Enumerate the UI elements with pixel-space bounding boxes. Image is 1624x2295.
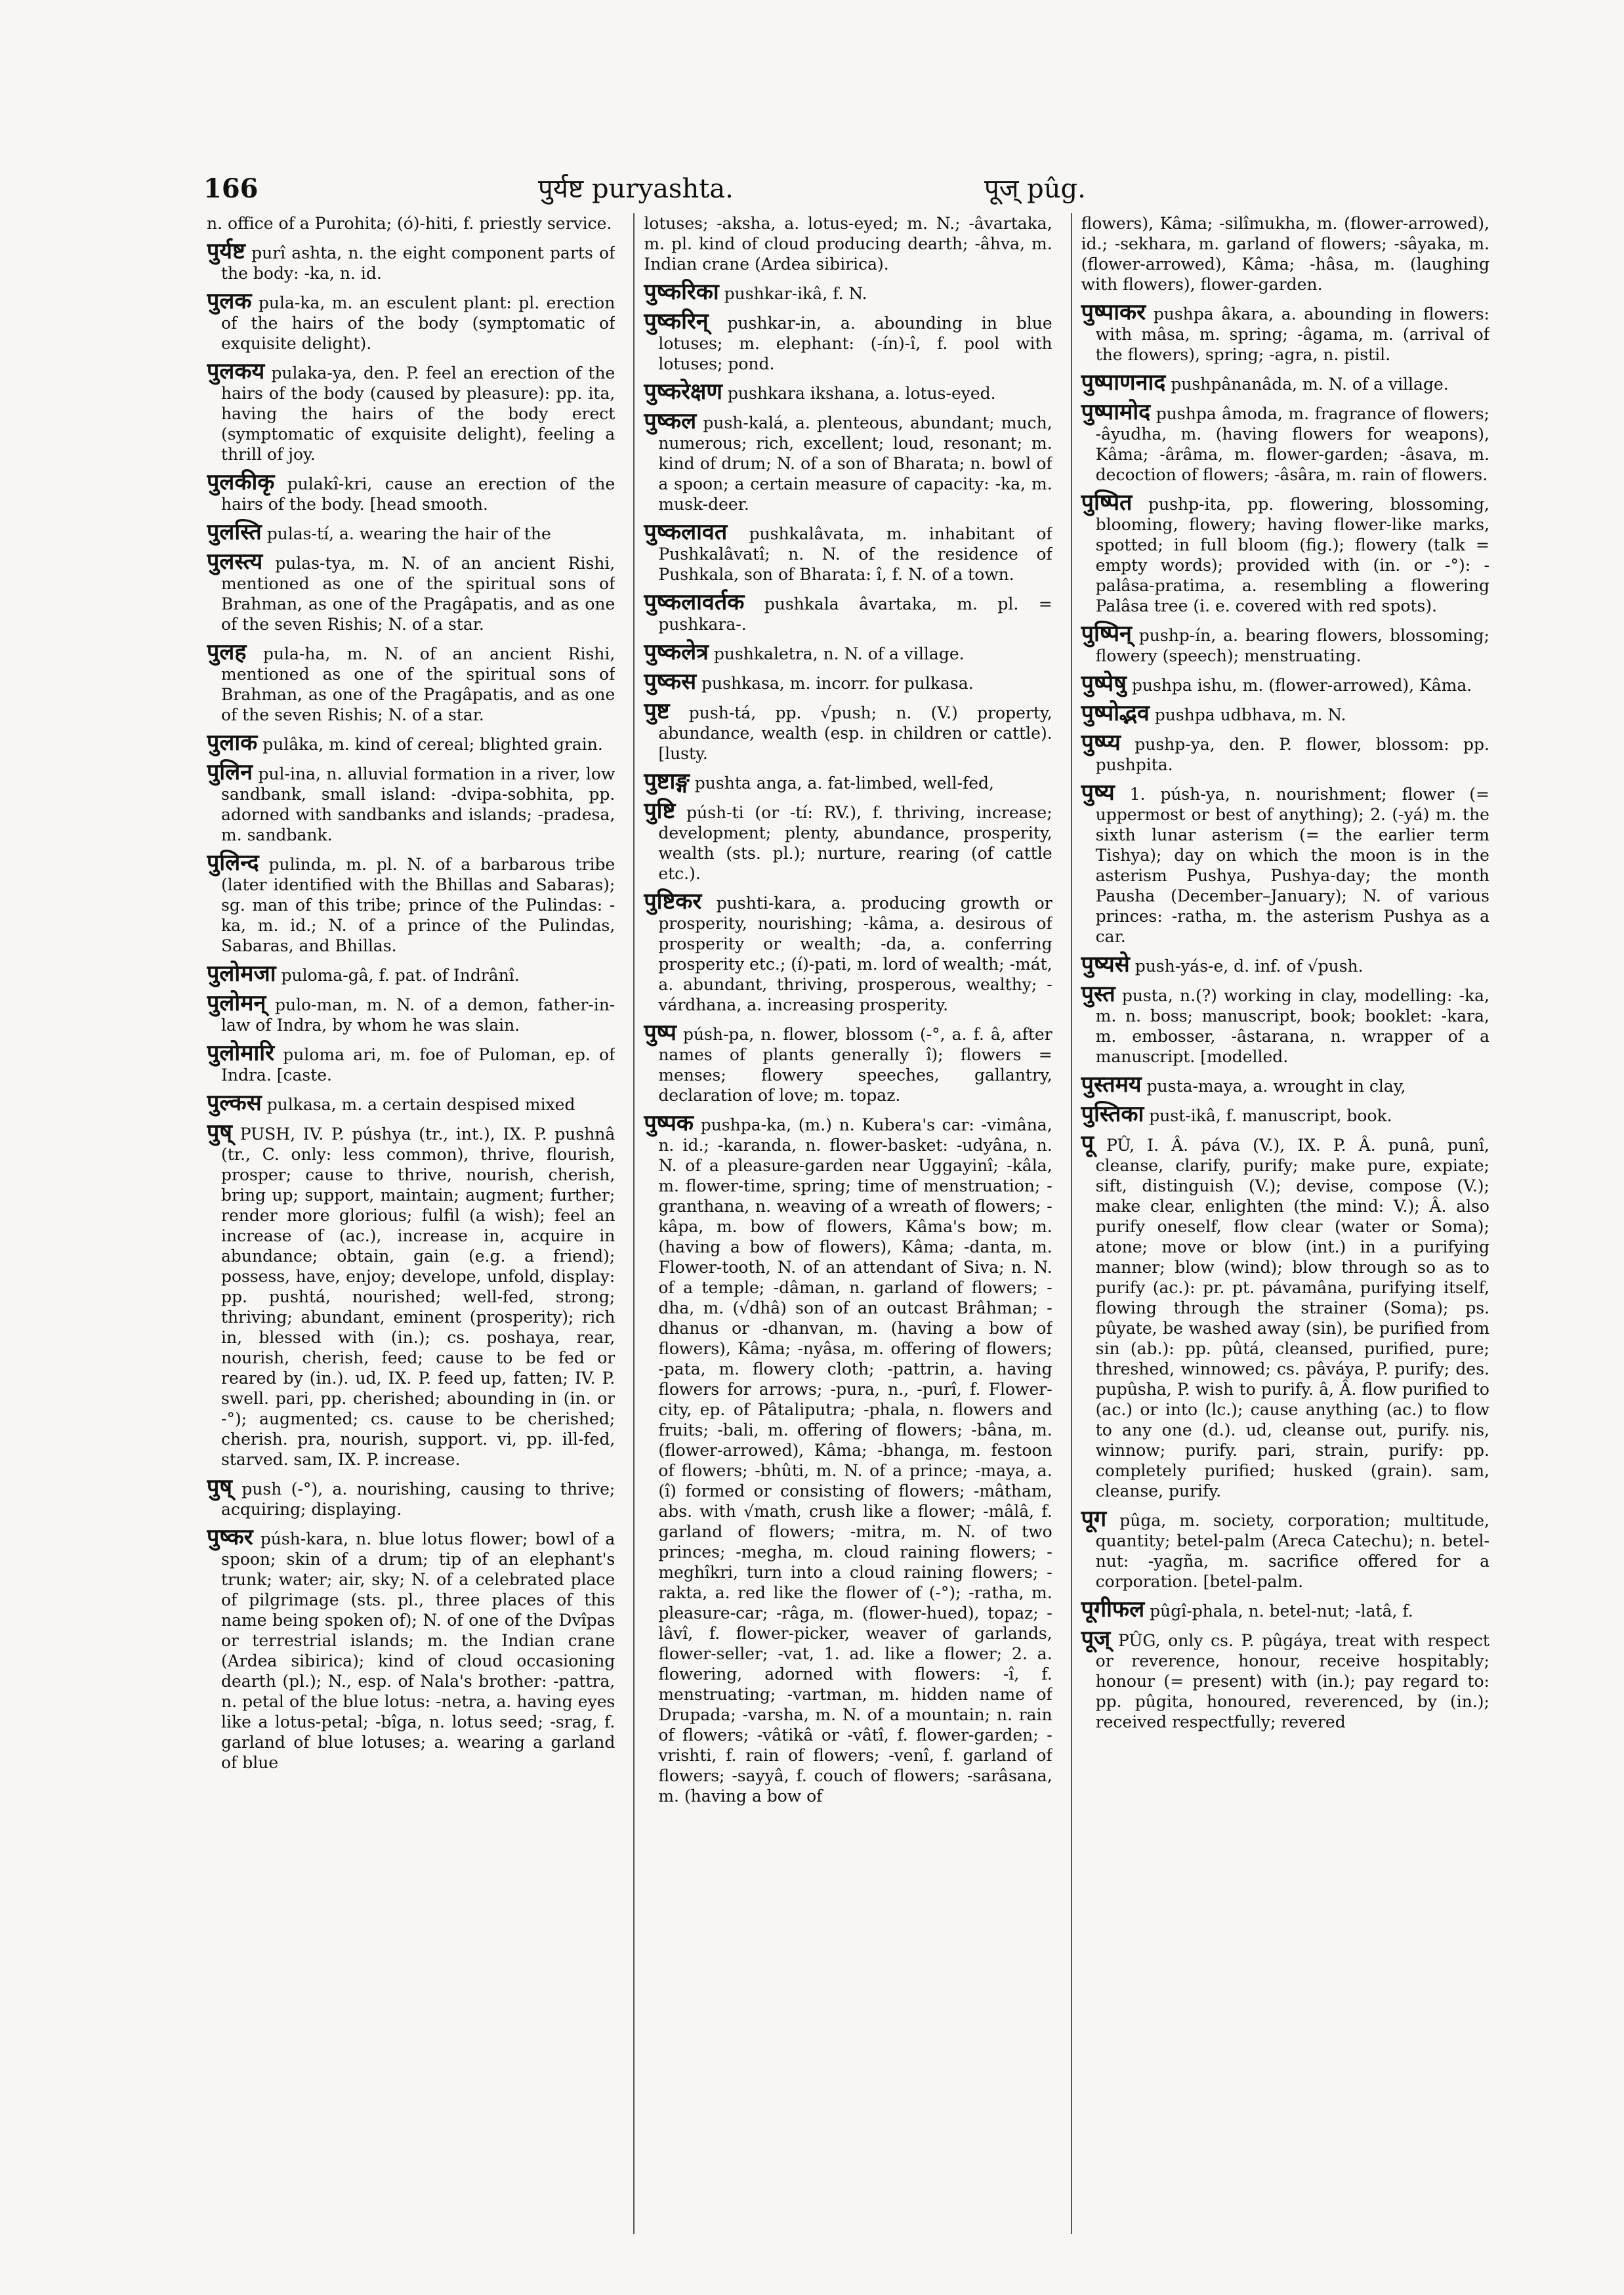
entry-definition: puloma ari, m. foe of Puloman, ep. of Indra. [caste.: [221, 1045, 615, 1085]
dictionary-entry: [207, 238, 615, 283]
dictionary-entry: [1081, 213, 1489, 295]
entry-definition: pushta anga, a. fat-limbed, well-fed,: [694, 774, 994, 793]
entry-definition: pulo-man, m. N. of a demon, father-in-law of Indra, by whom he was slain.: [221, 995, 615, 1035]
entry-definition: pushkaletra, n. N. of a village.: [713, 644, 965, 663]
dictionary-entry: [1081, 671, 1489, 697]
entry-definition: pushkala âvartaka, m. pl. = pushkara-.: [658, 594, 1052, 634]
dictionary-entry: [1081, 1506, 1489, 1592]
dictionary-entry: [1081, 299, 1489, 365]
entry-headword: पुष्प्य: [1081, 730, 1121, 756]
dictionary-entry: [644, 408, 1052, 514]
entry-headword: पुष्कर: [207, 1524, 253, 1550]
columns: [207, 213, 1489, 2234]
dictionary-entry: [1081, 730, 1489, 775]
entry-definition: push-kalá, a. plenteous, abundant; much, numerous; rich, excellent; loud, resonant; m. kind of drum; N. of a son of Bharata; n. bowl of a spoon; a certain measure of capacity: -ka, m. musk-deer.: [658, 413, 1052, 514]
entry-definition: púsh-kara, n. blue lotus flower; bowl of a spoon; skin of a drum; tip of an elephant's trunk; water; air, sky; N. of a celebrated place of pilgrimage (sts. pl., three places of this name being spoken of); N. of one of the Dvîpas or terrestrial islands; m. the Indian crane (Ardea sibirica); kind of cloud occasioning dearth (pl.); N., esp. of Nala's brother: -pattra, n. petal of the blue lotus: -netra, a. having eyes like a lotus-petal; -bîga, n. lotus seed; -srag, f. garland of blue lotuses; a. wearing a garland of blue: [221, 1529, 615, 1772]
entry-definition: púsh-pa, n. flower, blossom (-°, a. f. â, after names of plants generally î); flowers = menses; flowery speeches, gallantry, declaration of love; m. topaz.: [658, 1025, 1052, 1105]
entry-headword: पुष्पित: [1081, 489, 1133, 516]
entry-headword: पुष्कल: [644, 408, 697, 434]
dictionary-entry: [207, 1119, 615, 1470]
dictionary-entry: [644, 519, 1052, 585]
dictionary-entry: [1081, 369, 1489, 396]
entry-headword: पुलक: [207, 288, 252, 314]
entry-headword: पुस्तिका: [1081, 1101, 1144, 1127]
entry-headword: पुष्करेक्षण: [644, 379, 722, 405]
dictionary-entry: [1081, 700, 1489, 726]
dictionary-entry: [207, 288, 615, 354]
entry-definition: lotuses; -aksha, a. lotus-eyed; m. N.; -âvartaka, m. pl. kind of cloud producing dearth; -âhva, m. Indian crane (Ardea sibirica).: [644, 214, 1052, 274]
entry-definition: push (-°), a. nourishing, causing to thrive; acquiring; displaying.: [221, 1479, 615, 1519]
dictionary-entry: [644, 279, 1052, 305]
entry-definition: pulas-tí, a. wearing the hair of the: [266, 524, 551, 543]
entry-definition: PÛG, only cs. P. pûgáya, treat with respect or reverence, honour, receive hospitably; honour (= present) with (in.); pay regard to: pp. pûgita, honoured, reverenced, by (in.); received respectfully; revered: [1095, 1631, 1489, 1731]
entry-headword: पुस्तमय: [1081, 1071, 1142, 1098]
dictionary-entry: [644, 639, 1052, 665]
dictionary-entry: [644, 308, 1052, 374]
dictionary-entry: [644, 589, 1052, 634]
entry-definition: pust-ikâ, f. manuscript, book.: [1149, 1106, 1392, 1125]
entry-headword: पुष्: [207, 1474, 232, 1500]
entry-headword: पुष्कस: [644, 669, 697, 695]
entry-headword: पुष्टिकर: [644, 888, 702, 915]
entry-headword: पूग: [1081, 1506, 1107, 1532]
entry-headword: पुलस्ति: [207, 519, 262, 545]
dictionary-entry: [207, 1474, 615, 1520]
entry-headword: पुष्कलेत्र: [644, 639, 709, 665]
entry-definition: pushp-ín, a. bearing flowers, blossoming; flowery (speech); menstruating.: [1095, 626, 1489, 665]
entry-headword: पुष्ट: [644, 698, 670, 724]
entry-definition: PUSH, IV. P. púshya (tr., int.), IX. P. pushnâ (tr., C. only: less common), thrive, flourish, prosper; cause to thrive, nourish, cherish, bring up; support, maintain; augment; further; render more glorious; fulfil (a wish); feel an increase of (ac.), increase in, acquire in abundance; obtain, gain (e.g. a friend); possess, have, enjoy; develope, unfold, display: pp. pushtá, nourished; well-fed, strong; thriving; abundant, eminent (prosperity); rich in, blessed with (in.); cs. poshaya, rear, nourish, cherish, feed; cause to be fed or reared by (in.). ud, IX. P. feed up, fatten; IV. P. swell. pari, pp. cherished; abounding in (in. or -°); augmented; cs. cause to be cherished; cherish. pra, nourish, support. vi, pp. ill-fed, starved. sam, IX. P. increase.: [221, 1125, 615, 1469]
entry-headword: पुष्टि: [644, 798, 676, 824]
dictionary-entry: [644, 798, 1052, 884]
entry-definition: pushkalâvata, m. inhabitant of Pushkalâvatî; n. N. of the residence of Pushkala, son of Bharata: î, f. N. of a town.: [658, 524, 1052, 584]
dictionary-column: [1071, 213, 1489, 2234]
entry-headword: पुलकय: [207, 358, 265, 384]
entry-headword: पुष्टाङ्ग: [644, 768, 690, 795]
entry-headword: पूज्: [1081, 1626, 1111, 1652]
entry-definition: pushpa-ka, (m.) n. Kubera's car: -vimâna, n. id.; -karanda, n. flower-basket: -udyâna, n. N. of a pleasure-garden near Uggayinî; -kâla, m. flower-time, spring; time of menstruation; -granthana, n. weaving of a wreath of flowers; -kâpa, m. bow of flowers, Kâma's bow; m. (having a bow of flowers), Kâma; -danta, m. Flower-tooth, N. of an attendant of Siva; n. N. of a temple; -dâman, n. garland of flowers; -dha, m. (√dhâ) son of an outcast Brâhman; -dhanus or -dhanvan, m. (having a bow of flowers), Kâma; -nyâsa, m. offering of flowers; -pata, m. flowery cloth; -pattrin, a. having flowers for arrows; -pura, n., -purî, f. Flower-city, ep. of Pâtaliputra; -phala, n. flowers and fruits; -bali, m. offering of flowers; -bâna, m. (flower-arrowed), Kâma; -bhanga, m. festoon of flowers; -bhûti, m. N. of a prince; -maya, a. (î) formed or consisting of flowers; -mâtham, abs. with √math, crush like a flower; -mâlâ, f. garland of flowers; -mitra, m. N. of two princes; -megha, m. cloud raining flowers; -meghîkri, turn into a cloud raining flowers; -rakta, a. red like the flower of (-°); -ratha, m. pleasure-car; -râga, m. (flower-hued), topaz; -lâvî, f. flower-picker, weaver of garlands, flower-seller; -vat, 1. ad. like a flower; 2. a. flowering, adorned with flowers: -î, f. menstruating; -vartman, m. hidden name of Drupada; -varsha, m. N. of a mountain; n. rain of flowers; -vâtikâ or -vâtî, f. flower-garden; -vrishti, f. rain of flowers; -venî, f. garland of flowers; -sayyâ, f. couch of flowers; -sarâsana, m. (having a bow of: [658, 1115, 1052, 1806]
dictionary-entry: [644, 768, 1052, 795]
entry-headword: पुष्पोद्भव: [1081, 700, 1150, 726]
dictionary-entry: [1081, 1071, 1489, 1098]
page-number: 166: [203, 173, 259, 204]
entry-definition: pulkasa, m. a certain despised mixed: [266, 1095, 575, 1114]
dictionary-entry: [207, 1090, 615, 1116]
dictionary-entry: [644, 1110, 1052, 1806]
dictionary-entry: [207, 639, 615, 725]
dictionary-entry: [644, 888, 1052, 1015]
dictionary-entry: [1081, 1101, 1489, 1127]
entry-headword: पुलाक: [207, 730, 258, 756]
entry-definition: pushpa âmoda, m. fragrance of flowers; -âyudha, m. (having flowers for weapons), Kâma; -ârâma, m. flower-garden; -âsava, m. decoction of flowers; -âsâra, m. rain of flowers.: [1095, 404, 1489, 484]
entry-headword: पुष्कलावर्तक: [644, 589, 745, 615]
dictionary-entry: [207, 850, 615, 956]
entry-headword: पुष्करिन्: [644, 308, 709, 335]
entry-definition: pushpa ishu, m. (flower-arrowed), Kâma.: [1131, 676, 1472, 695]
entry-definition: 1. púsh-ya, n. nourishment; flower (= uppermost or best of anything); 2. (-yá) m. the sixth lunar asterism (= the earlier term Tishya); day on which the moon is in the asterism Pushya, Pushya-day; the month Pausha (December–January); N. of various princes: -ratha, m. the asterism Pushya as a car.: [1095, 785, 1489, 946]
dictionary-entry: [644, 669, 1052, 695]
entry-definition: pushpa âkara, a. abounding in flowers: with mâsa, m. spring; -âgama, m. (arrival of the flowers), spring; -agra, n. pistil.: [1095, 304, 1489, 364]
entry-headword: पुलस्त्य: [207, 548, 263, 575]
entry-definition: pushkasa, m. incorr. for pulkasa.: [701, 674, 974, 693]
entry-headword: पुर्यष्ट: [207, 238, 245, 264]
dictionary-column: [207, 213, 615, 2234]
entry-definition: pulâka, m. kind of cereal; blighted grain.: [262, 735, 603, 754]
entry-definition: puloma-gâ, f. pat. of Indrânî.: [281, 966, 520, 985]
entry-definition: pushkar-ikâ, f. N.: [724, 284, 867, 303]
entry-headword: पुष्कलावत: [644, 519, 728, 545]
dictionary-entry: [207, 730, 615, 756]
entry-definition: pula-ha, m. N. of an ancient Rishi, mentioned as one of the spiritual sons of Brahman, as one of the Pragâpatis, and as one of the seven Rishis; N. of a star.: [221, 644, 615, 724]
entry-definition: pushpânanâda, m. N. of a village.: [1171, 375, 1449, 394]
dictionary-entry: [644, 379, 1052, 405]
entry-definition: pulas-tya, m. N. of an ancient Rishi, mentioned as one of the spiritual sons of Brahman, as one of the Pragâpatis, and as one of the seven Rishis; N. of a star.: [221, 554, 615, 634]
entry-definition: push-tá, pp. √push; n. (V.) property, abundance, wealth (esp. in children or cattle). [lusty.: [658, 703, 1052, 763]
dictionary-entry: [207, 961, 615, 987]
dictionary-entry: [1081, 1130, 1489, 1501]
entry-headword: पुष्यसे: [1081, 951, 1130, 978]
entry-headword: पुल्कस: [207, 1090, 262, 1116]
dictionary-entry: [1081, 399, 1489, 485]
entry-headword: पुलिन्द: [207, 850, 259, 876]
dictionary-entry: [1081, 981, 1489, 1067]
dictionary-entry: [207, 358, 615, 465]
right-guide-word: पूज् pûg.: [984, 174, 1086, 204]
entry-headword: पुष्पेषु: [1081, 671, 1127, 697]
entry-definition: pul-ina, n. alluvial formation in a river, low sandbank, small island: -dvipa-sobhita, pp. adorned with sandbanks and islands; -pradesa, m. sandbank.: [221, 764, 615, 844]
dictionary-entry: [207, 1524, 615, 1773]
entry-definition: pûgî-phala, n. betel-nut; -latâ, f.: [1150, 1602, 1413, 1621]
entry-definition: pusta, n.(?) working in clay, modelling: -ka, m. n. boss; manuscript, book; booklet: -kara, m. embosser, -âstarana, n. wrapper of a manuscript. [modelled.: [1095, 986, 1489, 1066]
dictionary-entry: [207, 1040, 615, 1085]
dictionary-entry: [207, 990, 615, 1035]
entry-definition: pulaka-ya, den. P. feel an erection of the hairs of the body (caused by pleasure): pp. ita, having the hairs of the body erect (symptomatic of exquisite delight), feeling a thrill of joy.: [221, 363, 615, 464]
entry-definition: n. office of a Purohita; (ó)-hiti, f. priestly service.: [207, 214, 612, 233]
entry-headword: पुष्पक: [644, 1110, 694, 1136]
dictionary-entry: [1081, 1626, 1489, 1732]
entry-headword: पुलिन: [207, 759, 253, 785]
dictionary-entry: [1081, 621, 1489, 666]
dictionary-entry: [1081, 779, 1489, 947]
entry-headword: पुष्पाकर: [1081, 299, 1146, 325]
entry-definition: pushti-kara, a. producing growth or prosperity, nourishing; -kâma, a. desirous of prosperity or wealth; -da, a. conferring prosperity etc.; (í)-pati, m. lord of wealth; -mát, a. abundant, thriving, prosperous, wealthy; -várdhana, a. increasing prosperity.: [658, 894, 1052, 1014]
entry-definition: PÛ, I. Â. páva (V.), IX. P. Â. punâ, punî, cleanse, clarify, purify; make pure, expiate; sift, distinguish (V.); devise, compose (V.); make clear, enlighten (the mind: V.); Â. also purify oneself, flow clear (water or Soma); atone; move or blow (int.) in a purifying manner; blow (wind); blow through so as to purify (ac.): pr. pt. pávamâna, purifying itself, flowing through the strainer (Soma); ps. pûyate, be washed away (sin), be purified from sin (ab.): pp. pûtá, cleansed, purified, pure; threshed, winnowed; cs. pâváya, P. purify; des. pupûsha, P. wish to purify. â, Â. flow purified to (ac.) or into (lc.); cause anything (ac.) to flow to any one (d.). ud, cleanse out, purify. nis, winnow; purify. pari, strain, purify: pp. completely purified; husked (grain). sam, cleanse, purify.: [1095, 1136, 1489, 1500]
entry-definition: pushp-ita, pp. flowering, blossoming, blooming, flowery; having flower-like marks, spotted; in full bloom (fig.); flowery (talk = empty words); provided with (in. or -°): -palâsa-pratima, a. resembling a flowering Palâsa tree (i. e. covered with red spots).: [1095, 495, 1489, 615]
entry-definition: pulakî-kri, cause an erection of the hairs of the body. [head smooth.: [221, 474, 615, 514]
entry-headword: पुलोमारि: [207, 1040, 275, 1066]
entry-headword: पुष्य: [1081, 779, 1115, 806]
dictionary-entry: [207, 469, 615, 514]
entry-definition: pushkar-in, a. abounding in blue lotuses; m. elephant: (-ín)-î, f. pool with lotuses; pond.: [658, 314, 1052, 373]
entry-definition: flowers), Kâma; -silîmukha, m. (flower-arrowed), id.; -sekhara, m. garland of flowers; -sâyaka, m. (flower-arrowed), Kâma; -hâsa, m. (laughing with flowers), flower-garden.: [1081, 214, 1489, 294]
dictionary-entry: [644, 1020, 1052, 1106]
dictionary-column: [633, 213, 1052, 2234]
entry-definition: pûga, m. society, corporation; multitude, quantity; betel-palm (Areca Catechu); n. betel-nut: -yagña, m. sacrifice offered for a corporation. [betel-palm.: [1095, 1511, 1489, 1591]
dictionary-entry: [1081, 951, 1489, 978]
dictionary-entry: [207, 519, 615, 545]
entry-definition: pushkara ikshana, a. lotus-eyed.: [727, 384, 996, 403]
entry-headword: पुष्: [207, 1119, 232, 1146]
entry-definition: púsh-ti (or -tí: RV.), f. thriving, increase; development; plenty, abundance, prosperity, wealth (sts. pl.); nurture, rearing (of cattle etc.).: [658, 803, 1052, 883]
entry-definition: pushpa udbhava, m. N.: [1154, 705, 1346, 724]
entry-headword: पुलोमजा: [207, 961, 276, 987]
entry-headword: पुष्पाणनाद: [1081, 369, 1166, 396]
entry-headword: पू: [1081, 1130, 1094, 1157]
dictionary-entry: [644, 698, 1052, 764]
entry-headword: पुस्त: [1081, 981, 1115, 1007]
left-guide-word: पुर्यष्ट puryashta.: [538, 174, 734, 204]
entry-headword: पूगीफल: [1081, 1596, 1145, 1623]
entry-headword: पुलह: [207, 639, 247, 665]
entry-headword: पुष्पामोद: [1081, 399, 1151, 425]
entry-headword: पुलकीकृ: [207, 469, 275, 495]
entry-definition: pulinda, m. pl. N. of a barbarous tribe (later identified with the Bhillas and Sabaras); sg. man of this tribe; prince of the Pulindas: -ka, m. id.; N. of a prince of the Pulindas, Sabaras, and Bhillas.: [221, 855, 615, 955]
entry-headword: पुलोमन्: [207, 990, 266, 1016]
dictionary-entry: [207, 548, 615, 634]
entry-definition: pusta-maya, a. wrought in clay,: [1146, 1077, 1406, 1096]
entry-definition: push-yás-e, d. inf. of √push.: [1135, 957, 1364, 976]
entry-definition: pula-ka, m. an esculent plant: pl. erection of the hairs of the body (symptomatic of exquisite delight).: [221, 293, 615, 353]
dictionary-entry: [207, 213, 615, 234]
entry-headword: पुष्प: [644, 1020, 677, 1046]
entry-definition: purî ashta, n. the eight component parts of the body: -ka, n. id.: [221, 243, 615, 283]
dictionary-entry: [1081, 489, 1489, 616]
dictionary-entry: [1081, 1596, 1489, 1623]
entry-headword: पुष्पिन्: [1081, 621, 1132, 647]
dictionary-entry: [207, 759, 615, 845]
entry-definition: pushp-ya, den. P. flower, blossom: pp. pushpita.: [1095, 735, 1489, 774]
page-header: [203, 169, 1486, 209]
dictionary-entry: [644, 213, 1052, 274]
entry-headword: पुष्करिका: [644, 279, 719, 305]
